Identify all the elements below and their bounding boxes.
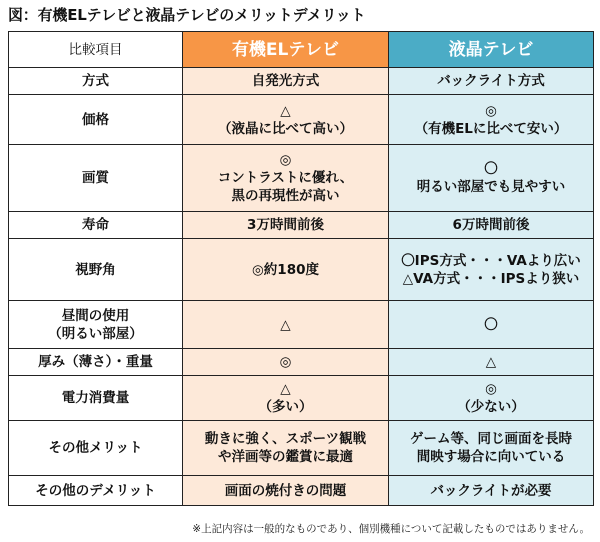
oled-cell bbox=[183, 349, 389, 376]
oled-cell-line: ◎ bbox=[279, 354, 292, 370]
lcd-cell bbox=[389, 68, 594, 95]
lcd-cell bbox=[389, 349, 594, 376]
lcd-cell-line: 明るい部屋でも見やすい bbox=[416, 179, 566, 195]
table-row bbox=[9, 239, 594, 301]
table-row bbox=[9, 68, 594, 95]
row-label bbox=[9, 301, 183, 349]
oled-cell-line: 黒の再現性が高い bbox=[231, 188, 340, 204]
lcd-cell bbox=[389, 376, 594, 421]
oled-cell-line: コントラストに優れ、 bbox=[217, 170, 354, 186]
lcd-cell bbox=[389, 145, 594, 212]
row-label-line: その他メリット bbox=[48, 440, 143, 456]
lcd-cell bbox=[389, 212, 594, 239]
header-item: 比較項目 bbox=[9, 32, 183, 68]
lcd-cell-line: 6万時間前後 bbox=[452, 217, 530, 233]
lcd-cell-line: ◎ bbox=[485, 102, 497, 119]
comparison-table bbox=[8, 31, 594, 506]
oled-cell-line: 動きに強く、スポーツ観戦 bbox=[204, 431, 367, 447]
oled-cell-line: 自発光方式 bbox=[251, 73, 320, 89]
row-label-line: 視野角 bbox=[75, 261, 116, 278]
lcd-cell bbox=[389, 476, 594, 506]
lcd-cell-line: 〇 bbox=[484, 316, 498, 333]
lcd-cell-line: △VA方式・・・IPSより狭い bbox=[402, 270, 580, 287]
lcd-cell-line: ◎ bbox=[485, 381, 497, 397]
lcd-cell-line: （少ない） bbox=[457, 399, 525, 415]
lcd-cell-line: 〇IPS方式・・・VAより広い bbox=[401, 252, 581, 269]
row-label-line: （明るい部屋） bbox=[48, 325, 143, 342]
lcd-cell bbox=[389, 95, 594, 145]
lcd-cell-line: 〇 bbox=[484, 161, 498, 177]
oled-cell bbox=[183, 421, 389, 476]
oled-cell bbox=[183, 145, 389, 212]
row-label-line: 厚み（薄さ）・重量 bbox=[38, 354, 153, 370]
lcd-cell-line: 間映す場合に向いている bbox=[416, 449, 566, 465]
lcd-cell-line: （有機ELに比べて安い） bbox=[414, 120, 568, 137]
row-label-line: 方式 bbox=[82, 73, 109, 89]
oled-cell bbox=[183, 68, 389, 95]
lcd-cell bbox=[389, 301, 594, 349]
row-label-line: 電力消費量 bbox=[61, 390, 130, 406]
oled-cell-line: △ bbox=[280, 381, 291, 397]
table-body bbox=[9, 68, 594, 506]
row-label bbox=[9, 476, 183, 506]
table-row bbox=[9, 145, 594, 212]
lcd-cell-line: △ bbox=[485, 354, 497, 370]
table-row bbox=[9, 95, 594, 145]
row-label bbox=[9, 68, 183, 95]
figure-title: 図：有機ELテレビと液晶テレビのメリットデメリット bbox=[8, 6, 366, 24]
table-row bbox=[9, 301, 594, 349]
oled-cell-line: （液晶に比べて高い） bbox=[218, 120, 353, 137]
oled-cell bbox=[183, 301, 389, 349]
lcd-cell bbox=[389, 421, 594, 476]
lcd-cell-line: ゲーム等、同じ画面を長時 bbox=[410, 431, 572, 447]
lcd-cell-line: バックライトが必要 bbox=[430, 482, 552, 499]
oled-cell bbox=[183, 95, 389, 145]
row-label-line: 昼間の使用 bbox=[61, 307, 130, 324]
table-row bbox=[9, 476, 594, 506]
oled-cell-line: △ bbox=[280, 102, 291, 119]
row-label-line: 画質 bbox=[82, 170, 109, 186]
table-row bbox=[9, 376, 594, 421]
row-label-line: 価格 bbox=[82, 111, 109, 128]
oled-cell-line: △ bbox=[280, 316, 291, 333]
row-label bbox=[9, 95, 183, 145]
oled-cell bbox=[183, 239, 389, 301]
lcd-cell bbox=[389, 239, 594, 301]
row-label bbox=[9, 421, 183, 476]
row-label-line: その他のデメリット bbox=[35, 482, 156, 499]
footnote: ※上記内容は一般的なものであり、個別機種について記載したものではありません。 bbox=[192, 523, 590, 535]
row-label bbox=[9, 239, 183, 301]
oled-cell-line: ◎ bbox=[279, 152, 292, 168]
row-label-line: 寿命 bbox=[82, 217, 109, 233]
header-oled: 有機ELテレビ bbox=[183, 32, 389, 68]
table-row bbox=[9, 349, 594, 376]
row-label bbox=[9, 349, 183, 376]
oled-cell-line: （多い） bbox=[258, 399, 313, 415]
header-lcd: 液晶テレビ bbox=[389, 32, 594, 68]
row-label bbox=[9, 145, 183, 212]
oled-cell-line: 3万時間前後 bbox=[247, 217, 324, 233]
oled-cell-line: や洋画等の鑑賞に最適 bbox=[218, 449, 353, 465]
table-row bbox=[9, 212, 594, 239]
oled-cell bbox=[183, 212, 389, 239]
lcd-cell-line: バックライト方式 bbox=[437, 73, 545, 89]
table-row bbox=[9, 421, 594, 476]
row-label bbox=[9, 212, 183, 239]
oled-cell bbox=[183, 476, 389, 506]
row-label bbox=[9, 376, 183, 421]
oled-cell-line: 画面の焼付きの問題 bbox=[224, 482, 347, 499]
oled-cell bbox=[183, 376, 389, 421]
header-row bbox=[9, 32, 594, 68]
oled-cell-line: ◎約180度 bbox=[252, 261, 319, 278]
